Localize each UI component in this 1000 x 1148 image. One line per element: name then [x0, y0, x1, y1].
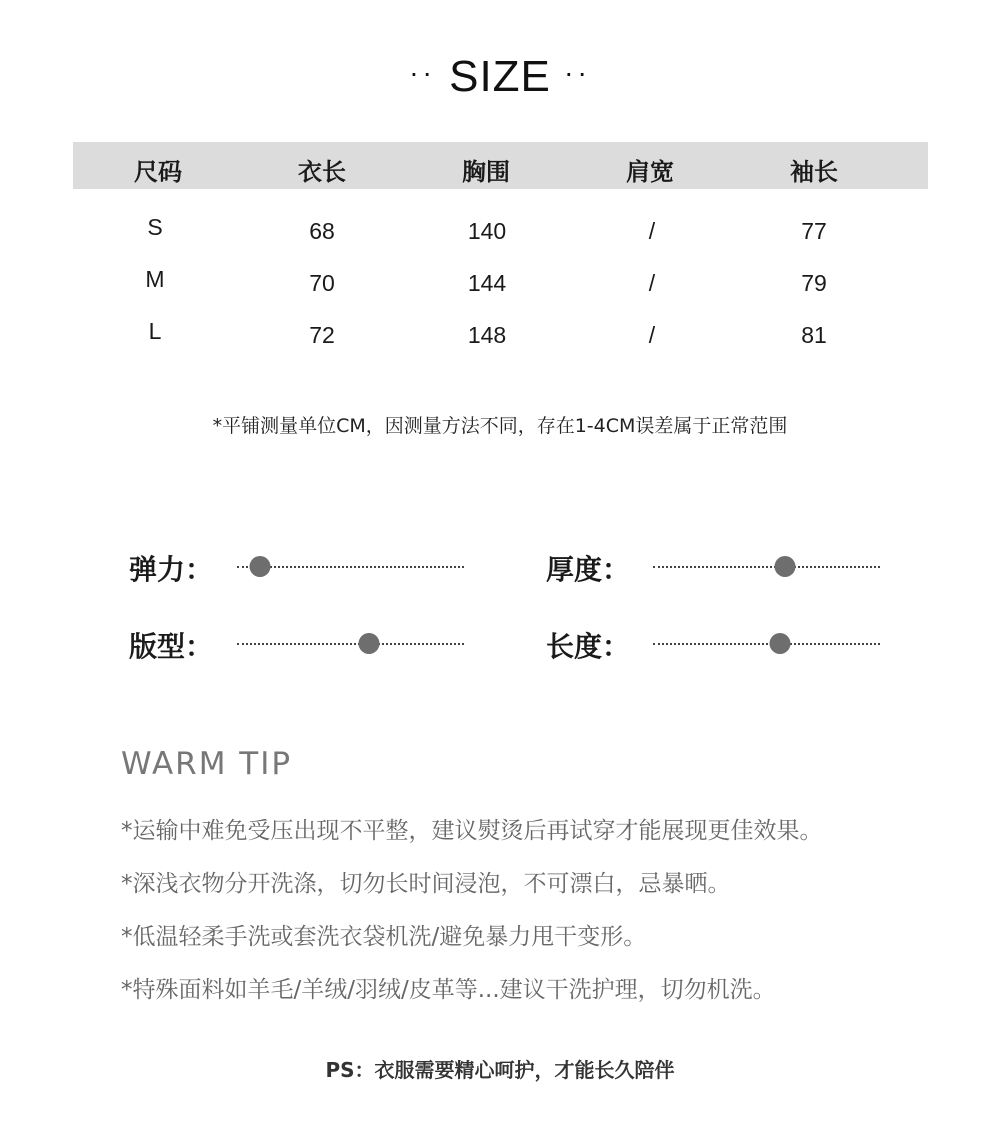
row-m-chest: 144: [467, 270, 507, 296]
fit-scale: [237, 643, 464, 645]
warm-tip-line: *低温轻柔手洗或套洗衣袋机洗/避免暴力甩干变形。: [121, 924, 647, 950]
row-l-shoulder: /: [648, 322, 656, 348]
row-s-size: S: [147, 214, 163, 240]
attr-label-length: 长度：: [546, 630, 631, 663]
warm-tip-line: *深浅衣物分开洗涤，切勿长时间浸泡，不可漂白，忌暴晒。: [121, 871, 731, 897]
header-size: 尺码: [134, 158, 182, 186]
row-s-chest: 140: [467, 218, 507, 244]
attr-label-elasticity: 弹力：: [129, 553, 214, 586]
title-text: SIZE: [449, 52, 551, 101]
header-length: 衣长: [298, 158, 346, 186]
row-m-shoulder: /: [648, 270, 656, 296]
length-scale: [653, 643, 880, 645]
elasticity-scale: [237, 566, 464, 568]
fit-knob: [358, 633, 379, 654]
warm-tip-line: *特殊面料如羊毛/羊绒/羽绒/皮革等...建议干洗护理，切勿机洗。: [121, 977, 776, 1003]
warm-tip-line: *运输中难免受压出现不平整，建议熨烫后再试穿才能展现更佳效果。: [121, 818, 823, 844]
row-m-length: 70: [309, 270, 335, 296]
measurement-note: *平铺测量单位CM，因测量方法不同，存在1-4CM误差属于正常范围: [212, 415, 788, 437]
row-m-size: M: [145, 266, 165, 292]
ps-note: PS：衣服需要精心呵护，才能长久陪伴: [325, 1058, 675, 1082]
title-dots-right: ··: [564, 57, 591, 89]
warm-tip-title: WARM TIP: [121, 746, 293, 782]
header-shoulder: 肩宽: [626, 158, 674, 186]
row-l-sleeve: 81: [801, 322, 827, 348]
row-l-size: L: [148, 318, 162, 344]
thickness-scale: [653, 566, 880, 568]
title-dots-left: ··: [409, 57, 436, 89]
attr-label-thickness: 厚度：: [546, 553, 631, 586]
elasticity-knob: [249, 556, 270, 577]
thickness-knob: [774, 556, 795, 577]
row-l-chest: 148: [467, 322, 507, 348]
attr-label-fit: 版型：: [129, 630, 214, 663]
row-s-length: 68: [309, 218, 335, 244]
length-knob: [770, 633, 791, 654]
row-l-length: 72: [309, 322, 335, 348]
page-title: [0, 52, 1000, 102]
row-s-sleeve: 77: [801, 218, 827, 244]
header-chest: 胸围: [462, 158, 510, 186]
row-m-sleeve: 79: [801, 270, 827, 296]
row-s-shoulder: /: [648, 218, 656, 244]
header-sleeve: 袖长: [790, 158, 838, 186]
